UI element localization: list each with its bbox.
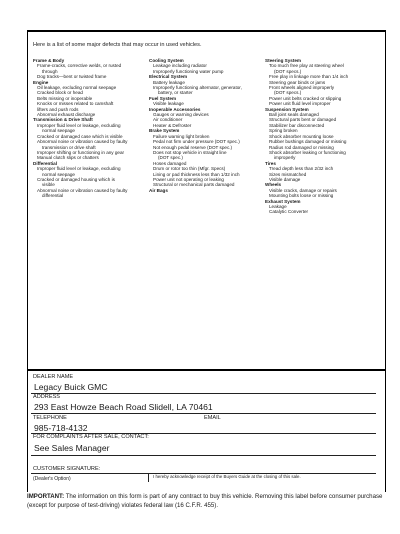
telephone-value: 985-718-4132 <box>34 423 88 433</box>
defect-item: Shock absorber mounting loose <box>269 133 334 139</box>
complaints-value: See Sales Manager <box>34 443 110 453</box>
defect-item: Belts missing or inoperable <box>37 95 93 101</box>
defect-item: Gauges or warning devices <box>153 112 209 118</box>
defect-item-continued: normal seepage <box>42 128 75 134</box>
defect-item: Air conditioner <box>153 117 183 123</box>
section-heading: Frame & Body <box>33 58 65 63</box>
email-label: EMAIL <box>204 415 221 421</box>
defect-item: Leakage <box>269 203 287 209</box>
defect-item: Abnormal noise or vibration caused by faulty <box>37 139 128 145</box>
signature-separator <box>148 473 150 482</box>
defect-item: Visible damage <box>269 176 301 182</box>
defect-item: Mounting bolts loose or missing <box>269 193 334 199</box>
important-text: The information on this form is part of any contract to buy this vehicle. Removing this label before consumer purchase (except for purpose of test-driving) violates federal law (16 C.F.R. 455). <box>27 493 383 509</box>
defect-item: Oil leakage, excluding normal seepage <box>37 85 117 91</box>
defect-item: Catalytic Converter <box>269 209 309 215</box>
defect-item: Power unit not operating or leaking <box>153 176 224 182</box>
defect-item: Knocks or misses related to camshaft <box>37 101 114 107</box>
defect-item-continued: (DOT spec.) <box>158 155 183 161</box>
section-heading: Air Bags <box>149 187 168 193</box>
defect-item: Power unit belts cracked or slipping <box>269 95 342 101</box>
section-heading: Steering System <box>265 58 301 63</box>
defect-item: Manual clutch slips or chatters <box>37 155 99 161</box>
dealer-name-line <box>31 393 376 394</box>
defect-item: Front wheels aligned improperly <box>269 85 335 91</box>
defect-item: Visible cracks, damage or repairs <box>269 187 337 193</box>
defect-item: lifters and push rods <box>37 106 79 112</box>
defect-item-continued: visible <box>42 182 55 188</box>
section-heading: Inoperable Accessories <box>149 106 201 112</box>
section-heading: Engine <box>33 79 49 85</box>
defect-item-continued: (DOT specs.) <box>274 90 302 96</box>
section-heading: Suspension System <box>265 106 309 112</box>
defect-item-continued: improperly <box>274 155 296 161</box>
defect-item: Improperly functioning alternator, generator, <box>153 85 242 91</box>
defect-item: Improperly functioning water pump <box>153 68 224 74</box>
important-label: IMPORTANT: <box>27 493 65 500</box>
signature-label: CUSTOMER SIGNATURE: <box>33 466 101 472</box>
section-divider <box>27 369 386 371</box>
defect-item: Power unit fluid level improper <box>269 101 331 107</box>
section-heading: Brake System <box>149 128 180 134</box>
defect-item: Tread depth less than 2/32 inch <box>269 166 334 172</box>
defect-item: Rubber bushings damaged or missing <box>269 139 347 145</box>
defect-item-continued: normal seepage <box>42 171 75 177</box>
defect-item: Does not stop vehicle in straight line <box>153 149 227 155</box>
defect-item: Structural parts bent or damaged <box>269 117 337 123</box>
defect-item: Dog tracks—bent or twisted frame <box>37 74 107 80</box>
defect-item: Hoses damaged <box>153 160 187 166</box>
defect-item-continued: (DOT specs.) <box>274 68 302 74</box>
defects-column-1 <box>33 58 145 199</box>
defect-item: Improper fluid level or leakage, excluding <box>37 166 121 172</box>
section-heading: Cooling System <box>149 58 184 63</box>
intro-text: Here is a list of some major defects that may occur in used vehicles. <box>33 42 202 48</box>
section-heading: Transmission & Drive Shaft <box>33 117 93 123</box>
defect-item: Not enough pedal reserve (DOT spec.) <box>153 144 233 150</box>
signature-sub-label: (Dealer's Option) <box>33 476 71 482</box>
defect-item: Cracked or damaged housing which is <box>37 176 115 182</box>
section-heading: Wheels <box>265 182 282 188</box>
defect-item: Free play in linkage more than 1/4 inch <box>269 74 349 80</box>
defect-item: Sizes mismatched <box>269 171 307 177</box>
section-heading: Differential <box>33 160 57 166</box>
defect-item: Steering gear binds or jams <box>269 79 326 85</box>
address-value: 293 East Howze Beach Road Slidell, LA 70461 <box>34 402 213 412</box>
defect-item: Visible leakage <box>153 101 184 107</box>
defect-item: Cracked block or head <box>37 90 83 96</box>
defect-item: Abnormal exhaust discharge <box>37 112 96 118</box>
defect-item: Ball joint seals damaged <box>269 112 319 118</box>
defect-item: Spring broken <box>269 128 298 134</box>
defects-column-2 <box>149 58 261 193</box>
section-heading: Fuel System <box>149 95 177 101</box>
complaints-line <box>31 455 376 456</box>
dealer-name-value: Legacy Buick GMC <box>34 382 108 392</box>
complaints-label: FOR COMPLAINTS AFTER SALE, CONTACT: <box>33 434 149 440</box>
telephone-label: TELEPHONE <box>33 415 67 421</box>
defect-item: Failure warning light broken <box>153 133 210 139</box>
defect-item: Cracked or damaged case which is visible <box>37 133 123 139</box>
defect-item: Frame-cracks, corrective welds, or rusted <box>37 63 122 69</box>
defect-item: Structural or mechanical parts damaged <box>153 182 235 188</box>
important-notice <box>27 493 389 510</box>
defect-item: Shock absorber leaking or functioning <box>269 149 346 155</box>
defect-item: Leakage including radiator <box>153 63 207 69</box>
dealer-name-label: DEALER NAME <box>33 374 74 380</box>
defect-item: Lining or pad thickness less than 1/32 inch <box>153 171 240 177</box>
defects-column-3 <box>265 58 377 215</box>
defect-item-continued: through <box>42 68 58 74</box>
defect-item: Abnormal noise or vibration caused by faulty <box>37 187 128 193</box>
defect-item: Drum or rotor too thin (Mfgr. Specs) <box>153 166 226 172</box>
defect-item-continued: differential <box>42 193 64 199</box>
defect-item: Heater & Defroster <box>153 122 192 128</box>
defect-item: Improper shifting or functioning in any gear <box>37 149 125 155</box>
defect-item-continued: transmission or drive shaft <box>42 144 96 150</box>
defect-item: Improper fluid level or leakage, excluding <box>37 122 121 128</box>
address-label: ADDRESS <box>33 394 61 400</box>
acknowledge-text: I hereby acknowledge receipt of the Buyers Guide at the closing of this sale. <box>153 474 301 479</box>
section-heading: Electrical System <box>149 74 188 80</box>
defect-item: Battery leakage <box>153 79 185 85</box>
address-line <box>31 413 376 414</box>
defect-item-continued: battery, or starter <box>158 90 193 96</box>
section-heading: Tires <box>265 160 276 166</box>
defect-item: Stabilizer bar disconnected <box>269 122 325 128</box>
section-heading: Exhaust System <box>265 198 301 204</box>
defect-item: Radius rod damaged or missing <box>269 144 334 150</box>
defect-item: Pedal not firm under pressure (DOT spec.) <box>153 139 240 145</box>
defect-item: Too much free play at steering wheel <box>269 63 344 69</box>
